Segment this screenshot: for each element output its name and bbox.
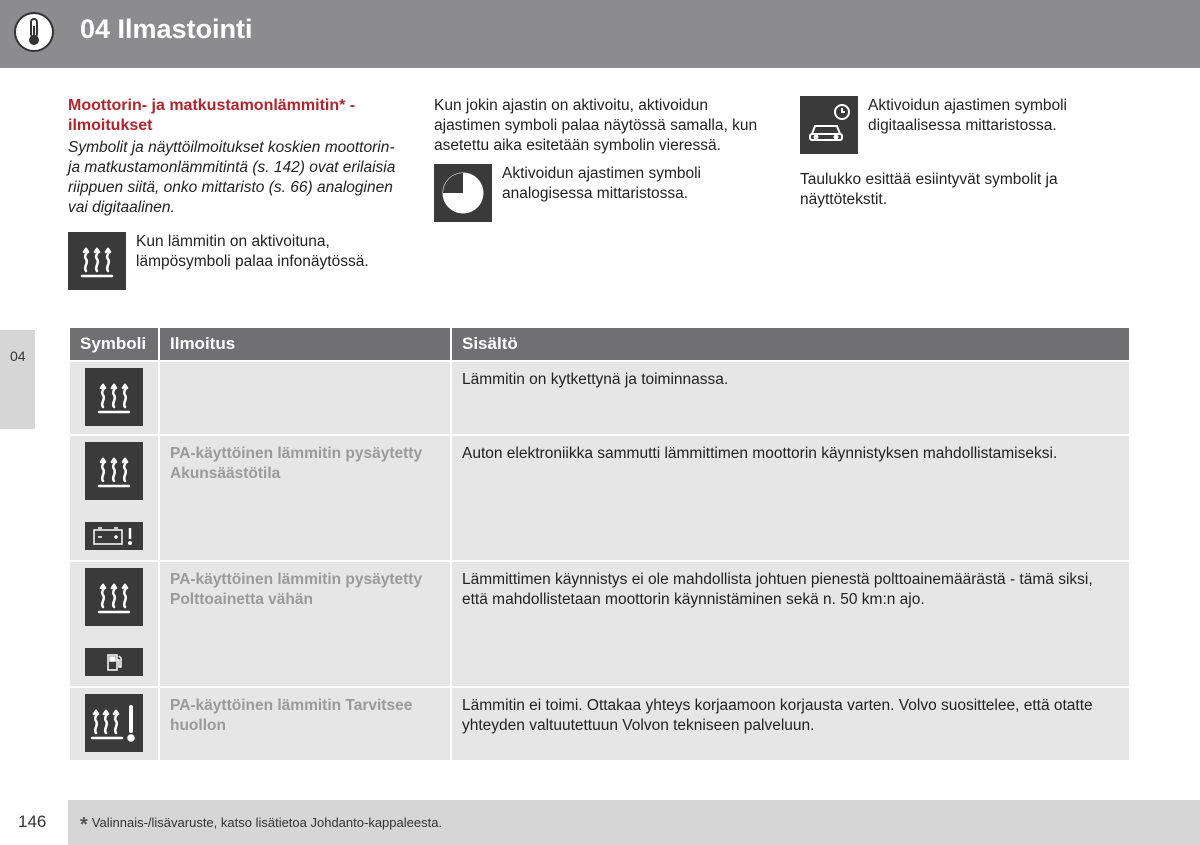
heater-service-icon — [85, 694, 143, 752]
chapter-tab — [0, 330, 35, 429]
header-sisalto: Sisältö — [452, 328, 1129, 360]
ilmoitus-cell: PA-käyttöinen lämmitin pysäytetty Akunsäästötila — [160, 436, 450, 560]
heater-icon-row — [68, 232, 408, 290]
table-row — [70, 362, 1129, 434]
symbol-cell — [70, 436, 158, 560]
ilmoitus-cell: PA-käyttöinen lämmitin Tarvitsee huollon — [160, 688, 450, 760]
intro-text: Symbolit ja näyttöilmoitukset koskien moottorin- ja matkustamonlämmitintä (s. 142) ovat erilaisia riippuen siitä, onko mittaristo (s. 66) analoginen vai digitaalinen. — [68, 139, 396, 216]
table-row — [70, 688, 1129, 760]
analog-timer-row — [434, 164, 769, 222]
symbol-cell — [70, 362, 158, 434]
heater-icon — [85, 368, 143, 426]
battery-warning-icon — [85, 522, 143, 550]
digital-timer-text: Aktivoidun ajastimen symboli digitaalisessa mittaristossa. — [868, 97, 1068, 134]
column-1 — [68, 96, 408, 290]
table-header-row — [70, 328, 1129, 360]
footnote-star: * — [80, 814, 88, 836]
timer-text: Kun jokin ajastin on aktivoitu, aktivoidun ajastimen symboli palaa näytössä samalla, kun asetettu aika esitetään symbolin vieressä. — [434, 97, 758, 154]
symbol-cell — [70, 688, 158, 760]
column-3 — [800, 96, 1140, 210]
section-heading: Moottorin- ja matkustamonlämmitin* - ilmoitukset — [68, 97, 356, 134]
column-2 — [434, 96, 769, 222]
ilmoitus-cell — [160, 362, 450, 434]
header-icon-box — [0, 0, 68, 68]
chapter-tab-label: 04 — [10, 348, 26, 364]
footnote-text: Valinnais-/lisävaruste, katso lisätietoa Johdanto-kappaleesta. — [91, 815, 443, 830]
heater-icon-text: Kun lämmitin on aktivoituna, lämpösymboli palaa infonäytössä. — [136, 233, 369, 270]
header-ilmoitus: Ilmoitus — [160, 328, 450, 360]
digital-timer-car-icon — [800, 96, 858, 154]
heater-icon — [85, 568, 143, 626]
footer-note-bar — [68, 800, 1200, 845]
heater-icon — [85, 442, 143, 500]
sisalto-cell: Auton elektroniikka sammutti lämmittimen moottorin käynnistyksen mahdollistamiseksi. — [452, 436, 1129, 560]
footnote — [80, 814, 442, 837]
fuel-pump-icon — [85, 648, 143, 676]
page-header — [0, 0, 1200, 68]
thermometer-icon — [14, 12, 54, 52]
heater-icon — [68, 232, 126, 290]
table-row — [70, 562, 1129, 686]
symbol-cell — [70, 562, 158, 686]
sisalto-cell: Lämmittimen käynnistys ei ole mahdollista johtuen pienestä polttoainemäärästä - tämä siksi, että mahdollistetaan moottorin käynnistäminen sekä n. 50 km:n ajo. — [452, 562, 1129, 686]
sisalto-cell: Lämmitin on kytkettynä ja toiminnassa. — [452, 362, 1129, 434]
page-title: 04 Ilmastointi — [80, 14, 253, 44]
digital-timer-row — [800, 96, 1140, 154]
sisalto-cell: Lämmitin ei toimi. Ottakaa yhteys korjaamoon korjausta varten. Volvo suosittelee, että otatte yhteyden valtuutettuun Volvon tekniseen palveluun. — [452, 688, 1129, 760]
ilmoitus-cell: PA-käyttöinen lämmitin pysäytetty Polttoainetta vähän — [160, 562, 450, 686]
page-number: 146 — [18, 812, 47, 831]
analog-timer-icon — [434, 164, 492, 222]
table-intro-text: Taulukko esittää esiintyvät symbolit ja näyttötekstit. — [800, 171, 1058, 208]
header-symboli: Symboli — [70, 328, 158, 360]
analog-timer-text: Aktivoidun ajastimen symboli analogisessa mittaristossa. — [502, 165, 702, 202]
symbol-table — [68, 326, 1131, 762]
table-row — [70, 436, 1129, 560]
